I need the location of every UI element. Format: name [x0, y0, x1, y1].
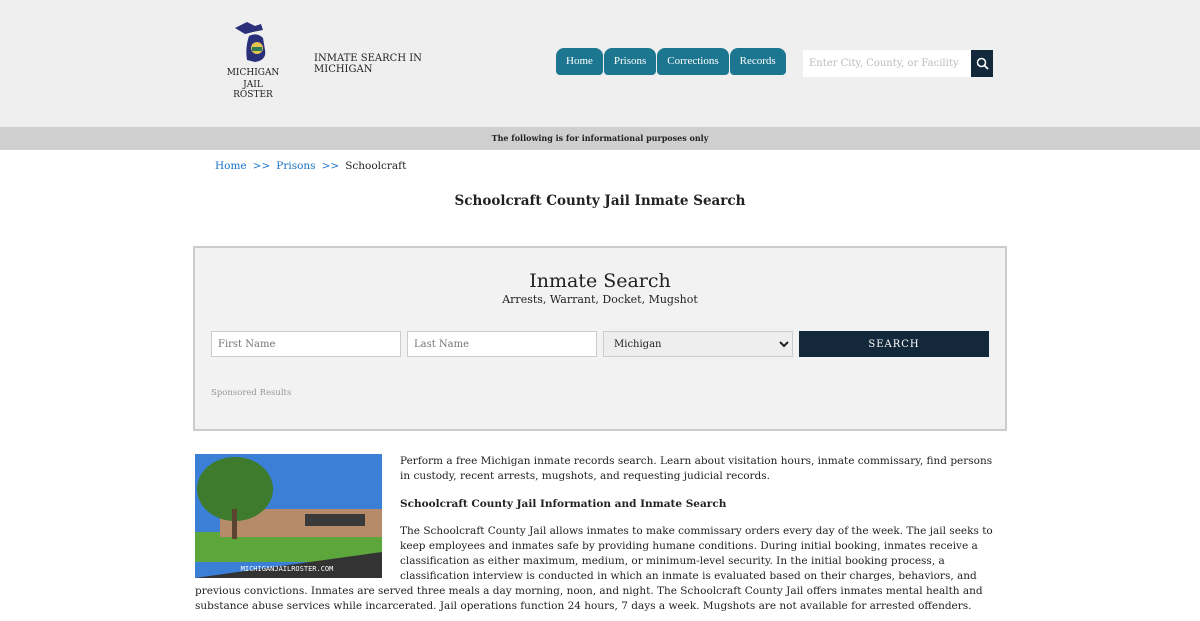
breadcrumb [215, 160, 406, 172]
inmate-search-button[interactable]: SEARCH [799, 331, 989, 357]
last-name-input[interactable] [407, 331, 597, 357]
search-icon [976, 57, 989, 70]
nav-home[interactable]: Home [556, 48, 603, 75]
first-name-input[interactable] [211, 331, 401, 357]
michigan-map-icon [233, 20, 273, 66]
main-nav [556, 48, 786, 75]
body-text: The Schoolcraft County Jail allows inmates to make commissary orders every day of the week. The jail seeks to keep employees and inmates safe by providing humane conditions. During initial booking, inmates receive a classification as either maximum, medium, or minimum-level security. In the initial booking process, a classification interview is conducted in which an inmate is evaluated based on their charges, behaviors, and previous convictions. Inmates are served three meals a day morning, noon, and night. The Schoolcraft County Jail offers inmates mental health and substance abuse services while incarcerated. Jail operations function 24 hours, 7 days a week. Mugshots are not available for arrested offenders. [195, 525, 993, 612]
facility-search-input[interactable] [803, 50, 971, 77]
article [195, 454, 1005, 621]
nav-corrections[interactable]: Corrections [657, 48, 728, 75]
breadcrumb-current: Schoolcraft [345, 160, 407, 172]
nav-records[interactable]: Records [730, 48, 786, 75]
logo[interactable] [222, 20, 284, 100]
header [0, 0, 1200, 127]
intro-text: Perform a free Michigan inmate records search. Learn about visitation hours, inmate commissary, find persons in custody, recent arrests, mugshots, and requesting judicial records. [400, 455, 993, 482]
state-select[interactable] [603, 331, 793, 357]
facility-search [803, 50, 993, 77]
logo-text-1: MICHIGAN [226, 68, 280, 78]
info-notice: The following is for informational purposes only [0, 127, 1200, 150]
search-button[interactable] [971, 50, 993, 77]
breadcrumb-prisons[interactable]: Prisons [276, 160, 316, 172]
inmate-search-title: Inmate Search [529, 270, 671, 292]
inmate-search-panel [193, 246, 1007, 431]
page-title: Schoolcraft County Jail Inmate Search [454, 193, 746, 209]
section-heading: Schoolcraft County Jail Information and Inmate Search [400, 498, 727, 510]
logo-text-2: JAIL ROSTER [233, 80, 273, 100]
photo-watermark: MICHIGANJAILROSTER.COM [240, 565, 334, 573]
inmate-search-subtitle: Arrests, Warrant, Docket, Mugshot [502, 293, 698, 306]
breadcrumb-sep: >> [252, 160, 271, 172]
nav-prisons[interactable]: Prisons [604, 48, 656, 75]
breadcrumb-home[interactable]: Home [215, 160, 247, 172]
sponsored-label: Sponsored Results [211, 388, 292, 398]
breadcrumb-sep: >> [321, 160, 340, 172]
site-title: INMATE SEARCH IN MICHIGAN [314, 53, 422, 75]
